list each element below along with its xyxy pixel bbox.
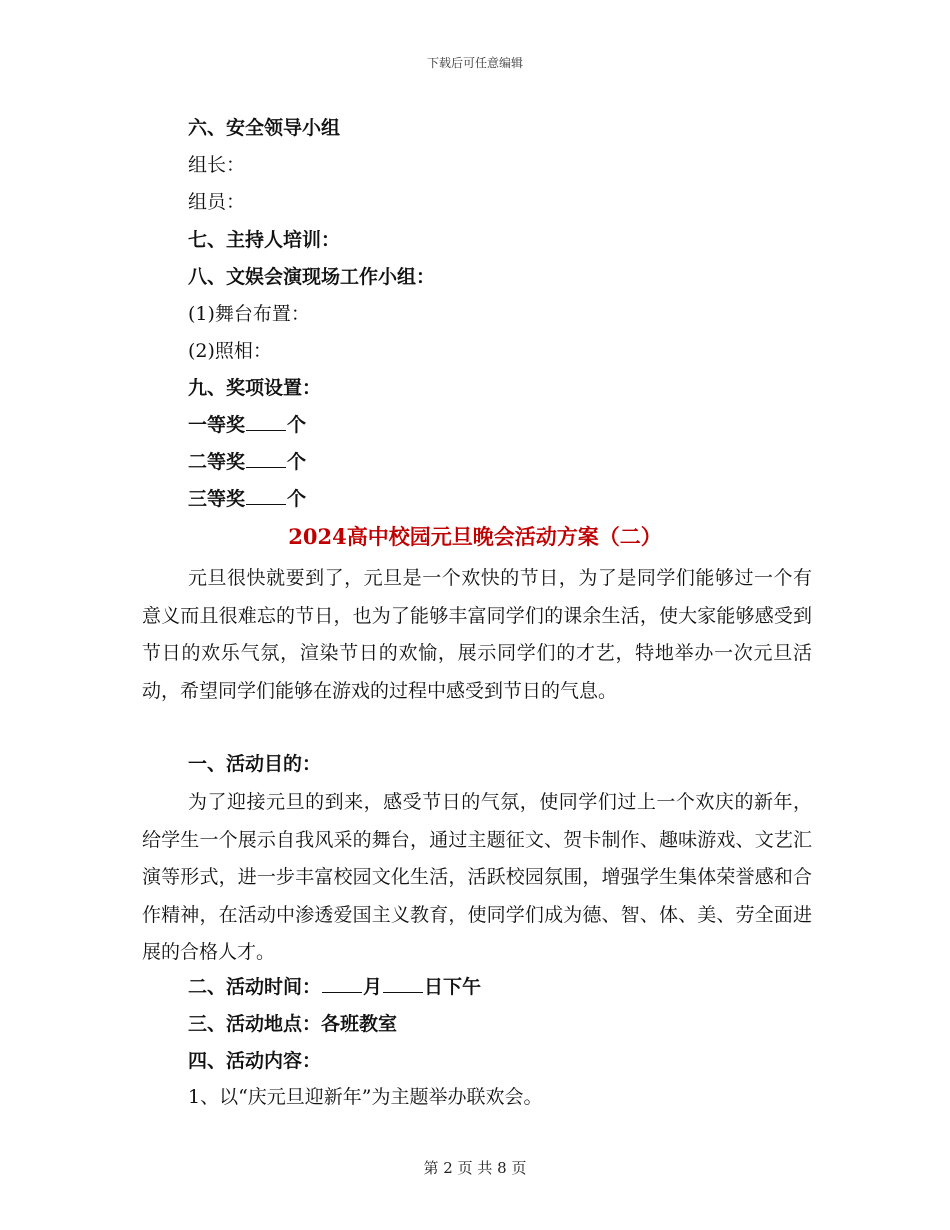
fill-blank	[246, 412, 286, 431]
unit-label: 个	[287, 488, 307, 510]
content-item-1: 1、以“庆元旦迎新年”为主题举办联欢会。	[188, 1086, 543, 1108]
intro-paragraph: 元旦很快就要到了，元旦是一个欢快的节日，为了是同学们能够过一个有意义而且很难忘的节日，也为了能够丰富同学们的课余生活，使大家能够感受到节日的欢乐气氛，渲染节日的欢愉，展示同学们的才艺，特地举办一次元旦活动，希望同学们能够在游戏的过程中感受到节日的气息。	[142, 567, 812, 702]
document-title: 2024高中校园元旦晚会活动方案（二）	[288, 524, 662, 549]
unit-label: 个	[287, 451, 307, 473]
page-header: 下载后可任意编辑	[426, 56, 523, 70]
stage-setup-item: (1)舞台布置：	[188, 303, 310, 325]
section-2-heading	[188, 974, 481, 999]
second-prize-label: 二等奖	[188, 451, 246, 473]
section-1-heading: 一、活动目的：	[188, 753, 322, 775]
section-3-heading: 三、活动地点：各班教室	[188, 1013, 398, 1035]
page-footer: 第 2 页 共 8 页	[423, 1159, 527, 1177]
fill-blank	[322, 974, 362, 993]
section-4-heading: 四、活动内容：	[188, 1050, 322, 1072]
third-prize-line	[188, 486, 306, 511]
fill-blank	[246, 449, 286, 468]
first-prize-label: 一等奖	[188, 414, 246, 436]
section-8-heading: 八、文娱会演现场工作小组：	[188, 266, 436, 288]
month-label: 月	[363, 976, 383, 998]
group-leader-label: 组长：	[188, 154, 246, 176]
section-7-heading: 七、主持人培训：	[188, 229, 341, 251]
third-prize-label: 三等奖	[188, 488, 246, 510]
second-prize-line	[188, 449, 306, 474]
fill-blank	[246, 486, 286, 505]
first-prize-line	[188, 412, 306, 437]
fill-blank	[383, 974, 423, 993]
day-label: 日下午	[424, 976, 482, 998]
section-9-heading: 九、奖项设置：	[188, 377, 322, 399]
activity-time-label: 二、活动时间：	[188, 976, 322, 998]
purpose-paragraph: 为了迎接元旦的到来，感受节日的气氛，使同学们过上一个欢庆的新年，给学生一个展示自我风采的舞台，通过主题征文、贺卡制作、趣味游戏、文艺汇演等形式，进一步丰富校园文化生活，活跃校园氛围，增强学生集体荣誉感和合作精神，在活动中渗透爱国主义教育，使同学们成为德、智、体、美、劳全面进展的合格人才。	[142, 791, 812, 963]
unit-label: 个	[287, 414, 307, 436]
section-6-heading: 六、安全领导小组	[188, 117, 341, 139]
group-members-label: 组员：	[188, 191, 246, 213]
photography-item: (2)照相：	[188, 340, 272, 362]
